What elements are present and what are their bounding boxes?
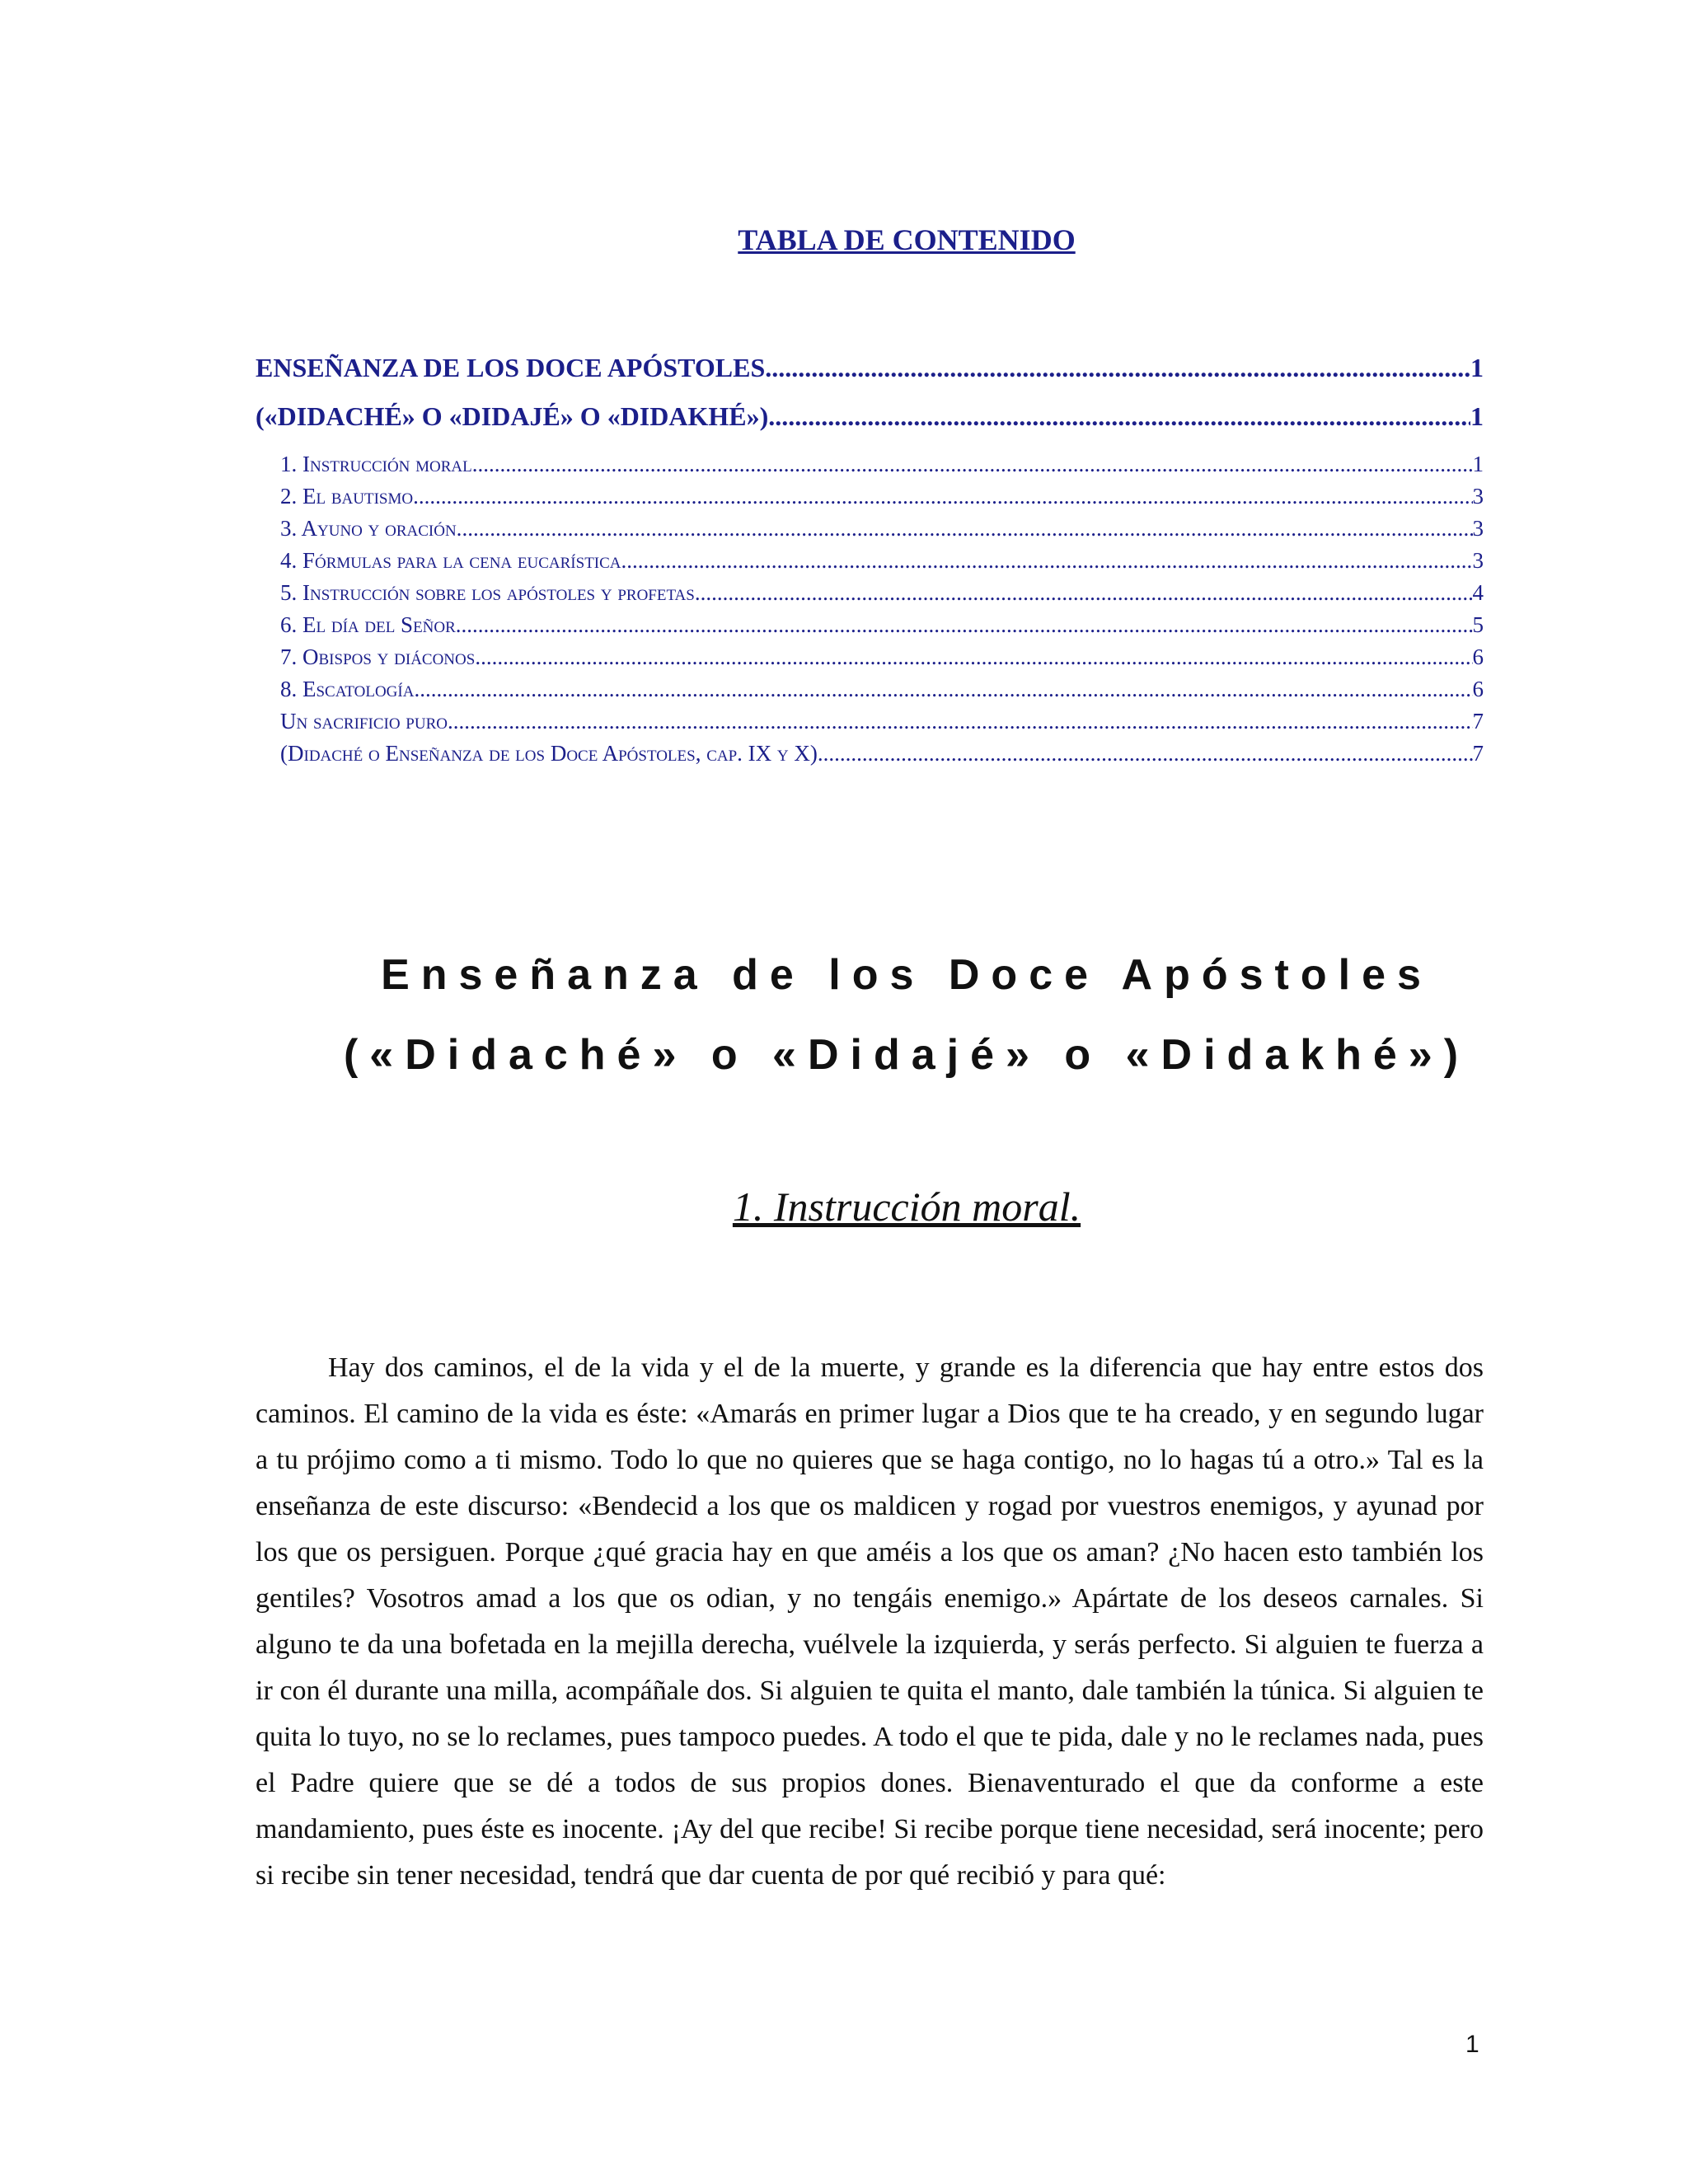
toc-entry-page: 7	[1472, 709, 1484, 733]
toc-entry-formulas[interactable]	[280, 548, 1484, 574]
toc-entry-page: 6	[1472, 677, 1484, 701]
toc-entry-label: 2. El bautismo	[280, 484, 414, 509]
section-heading: 1. Instrucción moral.	[732, 1183, 1081, 1230]
toc-entry-dia-del-senor[interactable]	[280, 612, 1484, 638]
toc-entry-page: 3	[1472, 484, 1484, 509]
toc-entry-label: («DIDACHÉ» O «DIDAJÉ» O «DIDAKHÉ»)	[256, 401, 769, 431]
toc-entry-page: 6	[1472, 644, 1484, 669]
toc-leader-dots	[621, 548, 1473, 574]
toc-leader-dots	[414, 677, 1472, 702]
toc-leader-dots	[472, 452, 1473, 477]
toc-leader-dots	[701, 580, 1473, 606]
toc-entry-page: 3	[1472, 548, 1484, 573]
toc-entry-bautismo[interactable]	[280, 484, 1484, 509]
toc-entry-label: Un sacrificio puro	[280, 709, 448, 733]
body-paragraph: Hay dos caminos, el de la vida y el de la muerte, y grande es la diferencia que hay entre estos dos caminos. El camino de la vida es éste: «Amarás en primer lugar a Dios que te ha creado, y en segundo lugar a tu prójimo como a ti mismo. Todo lo que no quieres que se haga contigo, no lo hagas tú a otro.» Tal es la enseñanza de este discurso: «Bendecid a los que os maldicen y rogad por vuestros enemigos, y ayunad por los que os persiguen. Porque ¿qué gracia hay en que améis a los que os aman? ¿No hacen esto también los gentiles? Vosotros amad a los que os odian, y no tengáis enemigo.» Apártate de los deseos carnales. Si alguno te da una bofetada en la mejilla derecha, vuélvele la izquierda, y serás perfecto. Si alguien te fuerza a ir con él durante una milla, acompáñale dos. Si alguien te quita el manto, dale también la túnica. Si alguien te quita lo tuyo, no se lo reclames, pues tampoco puedes. A todo el que te pida, dale y no le reclames nada, pues el Padre quiere que se dé a todos de sus propios dones. Bienaventurado el que da conforme a este mandamiento, pues éste es inocente. ¡Ay del que recibe! Si recibe porque tiene necesidad, será inocente; pero si recibe sin tener necesidad, tendrá que dar cuenta de por qué recibió y para qué:	[256, 1352, 1484, 1891]
toc-entry-page: 1	[1470, 353, 1484, 382]
toc-leader-dots	[462, 516, 1472, 541]
toc-entry-ayuno[interactable]	[280, 516, 1484, 541]
toc-entry-label: 3. Ayuno y oración.	[280, 516, 462, 541]
toc-leader-dots	[818, 741, 1473, 766]
toc-leader-dots	[413, 484, 1472, 509]
toc-leader-dots	[475, 644, 1472, 670]
toc-leader-dots	[768, 401, 1470, 432]
document-title-line2: («Didaché» o «Didajé» o «Didakhé»)	[343, 1031, 1470, 1079]
toc-entry-sacrificio-puro[interactable]	[280, 709, 1484, 734]
toc-entry-obispos[interactable]	[280, 644, 1484, 670]
page-number: 1	[1465, 2031, 1479, 2058]
toc-leader-dots	[448, 709, 1473, 734]
toc-entry-instruccion-moral[interactable]	[280, 452, 1484, 477]
toc-entry-label: 6. El día del Señor.	[280, 612, 462, 637]
toc-entry-label: 4. Fórmulas para la cena eucarística	[280, 548, 621, 573]
toc-entry-label: 5. Instrucción sobre los apóstoles y profetas.	[280, 580, 701, 605]
toc-entry-page: 7	[1472, 741, 1484, 766]
toc-title[interactable]: TABLA DE CONTENIDO	[738, 223, 1076, 256]
toc-entry-label: 1. Instrucción moral	[280, 452, 472, 476]
toc-entry-apostoles-profetas[interactable]	[280, 580, 1484, 606]
toc-entry-label: 7. Obispos y diáconos	[280, 644, 476, 669]
document-title-line1: Enseñanza de los Doce Apóstoles	[381, 951, 1432, 999]
toc-entry-label: 8. Escatología	[280, 677, 415, 701]
toc-entry-page: 1	[1470, 401, 1484, 431]
toc-leader-dots	[462, 612, 1473, 638]
toc-entry-page: 4	[1472, 580, 1484, 605]
toc-entry-page: 1	[1472, 452, 1484, 476]
toc-entry-page: 5	[1472, 612, 1484, 637]
toc-leader-dots	[765, 353, 1470, 383]
toc-entry-didache-cap[interactable]	[280, 741, 1484, 766]
toc-entry-page: 3	[1472, 516, 1484, 541]
toc-entry-label: (Didaché o Enseñanza de los Doce Apóstoles, cap. IX y X)	[280, 741, 818, 766]
toc-entry-ensenanza[interactable]	[256, 353, 1484, 383]
toc-entry-label: ENSEÑANZA DE LOS DOCE APÓSTOLES	[256, 353, 766, 382]
toc-entry-escatologia[interactable]	[280, 677, 1484, 702]
toc-entry-didache[interactable]	[256, 401, 1484, 432]
